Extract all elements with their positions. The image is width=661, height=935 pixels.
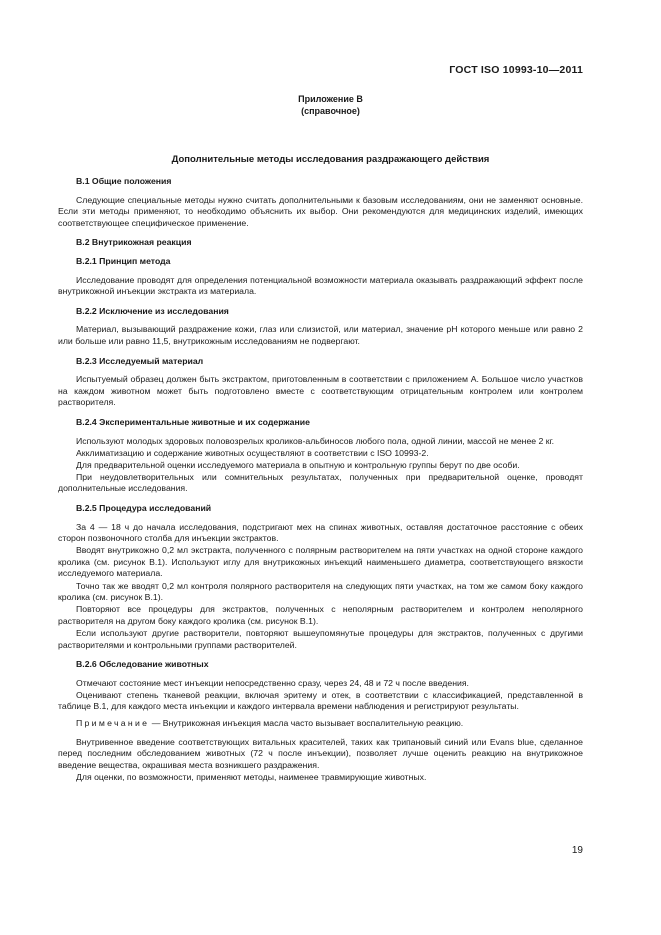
paragraph: Материал, вызывающий раздражение кожи, глаз или слизистой, или материал, значение pH которого меньше или равно 2 или больше или равно 11,5, внутрикожным исследованиям не подвергают. (58, 324, 583, 346)
heading-b2: В.2 Внутрикожная реакция (76, 237, 192, 248)
note (58, 718, 583, 730)
heading-b23: В.2.3 Исследуемый материал (76, 355, 204, 366)
heading-b22: В.2.2 Исключение из исследования (76, 305, 229, 316)
heading-b1: В.1 Общие положения (76, 176, 172, 186)
paragraph: Повторяют все процедуры для экстрактов, полученных с неполярным растворителем и контролем неполярного растворителя на другом боку каждого кролика (см. рисунок В.1). (58, 604, 583, 626)
page-number: 19 (571, 845, 583, 856)
paragraph: При неудовлетворительных или сомнительных результатах, полученных при предварительной оценке, проводят дополнительные исследования. (58, 471, 583, 494)
paragraph: Акклиматизацию и содержание животных осуществляют в соответствии с ISO 10993-2. (76, 447, 429, 458)
paragraph: Внутривенное введение соответствующих витальных красителей, таких как трипановый синий или Evans blue, сделанное перед последним обследованием животных (72 ч после инъекции), позволяет лучше оценить реакцию на внутрикожное введение вещества, окрашивая места возникшего раздражения. (58, 736, 583, 770)
heading-b24: В.2.4 Экспериментальные животные и их содержание (76, 416, 310, 427)
appendix-heading (0, 93, 661, 117)
heading-b25: В.2.5 Процедура исследований (76, 502, 212, 513)
appendix-subtitle: (справочное) (301, 106, 360, 116)
paragraph: Испытуемый образец должен быть экстрактом, приготовленным в соответствии с приложением А. Большое число участков на каждом животном может быть подготовлено вместе с соответствующим отрицательным контролем или контролем растворителя. (58, 374, 583, 408)
body-text (58, 176, 583, 784)
note-text: — Внутрикожная инъекция масла часто вызывает воспалительную реакцию. (149, 717, 464, 728)
paragraph: Отмечают состояние мест инъекции непосредственно сразу, через 24, 48 и 72 ч после введения. (76, 677, 469, 688)
paragraph: Оценивают степень тканевой реакции, включая эритему и отек, в соответствии с классификацией, представленной в таблице В.1, для каждого места инъекции и каждого интервала времени наблюдения и регистрируют результаты. (58, 689, 583, 712)
paragraph: За 4 — 18 ч до начала исследования, подстригают мех на спинах животных, оставляя достаточное расстояние с обеих сторон позвоночного столба для инъекции экстрактов. (58, 521, 583, 544)
paragraph: Для предварительной оценки исследуемого материала в опытную и контрольную группы берут по две особи. (76, 459, 520, 470)
heading-b26: В.2.6 Обследование животных (76, 659, 209, 670)
paragraph: Если используют другие растворители, повторяют вышеупомянутые процедуры для экстрактов, полученных с другими растворителями и контрольными группами растворителей. (58, 627, 583, 650)
paragraph: Используют молодых здоровых половозрелых кроликов-альбиносов любого пола, одной линии, массой не менее 2 кг. (76, 435, 555, 446)
paragraph: Точно так же вводят 0,2 мл контроля полярного растворителя на следующих пяти участках, на том же самом боку каждого кролика (см. рисунок В.1). (58, 580, 583, 603)
note-label: Примечание (76, 717, 150, 728)
standard-header: ГОСТ ISO 10993-10—2011 (449, 64, 583, 76)
paragraph: Исследование проводят для определения потенциальной возможности материала оказывать раздражающий эффект после внутрикожной инъекции экстракта из материала. (58, 274, 583, 297)
main-title: Дополнительные методы исследования раздражающего действия (171, 154, 490, 165)
appendix-title: Приложение В (298, 94, 363, 104)
paragraph: Вводят внутрикожно 0,2 мл экстракта, полученного с полярным растворителем на пяти участках на одной стороне каждого кролика (см. рисунок В.1). Используют иглу для внутрикожных инъекций наименьшего диаметра, соответствующего вязкости исследуемого материала. (58, 545, 583, 579)
paragraph: Следующие специальные методы нужно считать дополнительными к базовым исследованиям, они не заменяют основные. Если эти методы применяют, то необходимо объяснить их выбор. Они рекомендуются для медицинских изделий, имеющих соответствующее специфическое применение. (58, 194, 583, 228)
paragraph: Для оценки, по возможности, применяют методы, наименее травмирующие животных. (76, 771, 427, 782)
heading-b21: В.2.1 Принцип метода (76, 255, 171, 266)
